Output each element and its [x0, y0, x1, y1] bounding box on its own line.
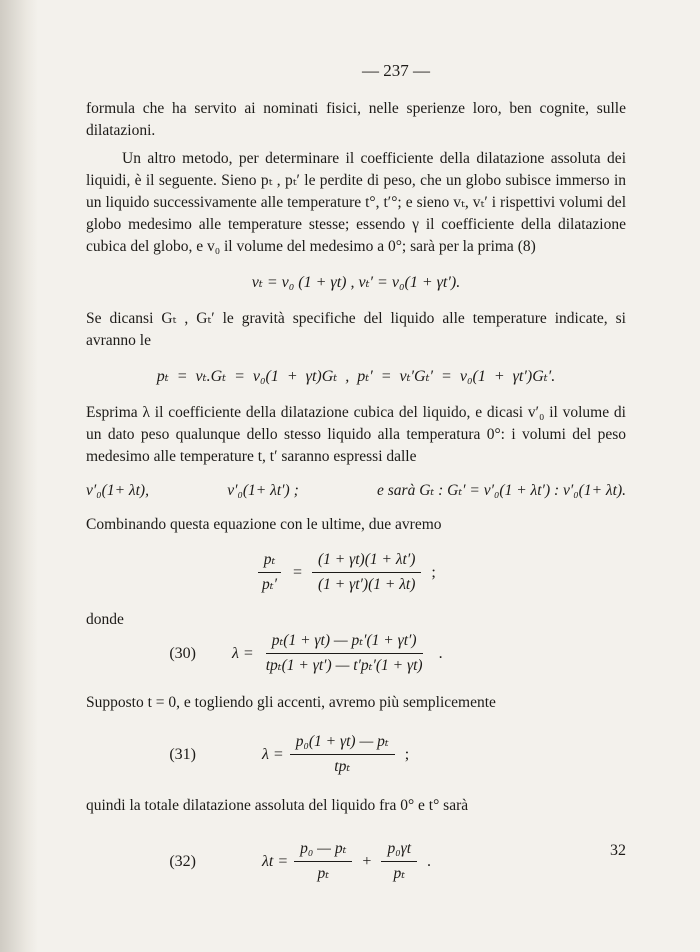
equation-weights: pₜ = vₜ.Gₜ = v₀(1 + γt)Gₜ , pₜ′ = vₜ′Gₜ′ = v₀(1 + γt′)Gₜ′. [156, 368, 556, 385]
page-number: 32 [610, 842, 626, 859]
equation-tail: ; [404, 745, 410, 763]
ratio-rhs [312, 550, 421, 595]
eq-part-a: v′₀(1+ λt), [86, 482, 149, 499]
fraction-numerator: p₀γt [381, 839, 417, 862]
equation-lhs: λt = [262, 852, 289, 870]
equation-number: (32) [169, 852, 196, 870]
book-page [86, 60, 626, 898]
eq-part-c: e sarà Gₜ : Gₜ′ = v′₀(1 + λt′) : v′₀(1+ λt). [377, 482, 626, 499]
equation-lhs: λ = [232, 644, 254, 662]
equation-number: (30) [169, 644, 196, 662]
paragraph-2: Un altro metodo, per determinare il coefficiente della dilatazione assoluta dei liquidi, è il seguente. Sieno pₜ , pₜ′ le perdite di peso, che un globo subisce immerso in un liquido successivamente alle temperature t°, t′°; e sieno vₜ, vₜ′ i rispettivi volumi del globo medesimo alle temperature stesse; essendo γ il coefficiente della dilatazione cubica del globo, e v₀ il volume del medesimo a 0°; sarà per la prima (8) [86, 150, 626, 255]
fraction-denominator: tpₜ [334, 758, 351, 775]
book-gutter [0, 0, 38, 952]
equation-number: (31) [169, 745, 196, 763]
equation-fraction-2 [381, 839, 417, 884]
equation-fraction-1 [294, 839, 352, 884]
ratio-lhs-den: pₜ′ [262, 576, 277, 593]
paragraph-5: Combinando questa equazione con le ultime, due avremo [86, 516, 442, 533]
page-header: — 237 — [362, 61, 430, 80]
fraction-numerator: pₜ(1 + γt) — pₜ′(1 + γt′) [266, 631, 423, 654]
ratio-rhs-num: (1 + γt)(1 + λt′) [312, 550, 421, 573]
equation-liquid-volumes [86, 480, 626, 502]
paragraph-1: formula che ha servito ai nominati fisici, nelle sperienze loro, ben cognite, sulle dilatazioni. [86, 100, 626, 139]
paragraph-7: quindi la totale dilatazione assoluta del liquido fra 0° e t° sarà [86, 797, 469, 814]
donde-label: donde [86, 611, 124, 628]
eq-part-b: v′₀(1+ λt′) ; [227, 482, 299, 499]
ratio-lhs-num: pₜ [258, 550, 282, 573]
equation-lhs: λ = [262, 745, 284, 763]
paragraph-6: Supposto t = 0, e togliendo gli accenti, avremo più semplicemente [86, 694, 496, 711]
fraction-denominator: pₜ [317, 865, 330, 882]
equation-31 [86, 732, 626, 777]
paragraph-3: Se dicansi Gₜ , Gₜ′ le gravità specifiche del liquido alle temperature indicate, si avranno le [86, 310, 626, 349]
fraction-denominator: pₜ [393, 865, 406, 882]
plus-sign: + [362, 852, 372, 870]
equals-sign: = [292, 563, 302, 581]
fraction-numerator: p₀ — pₜ [294, 839, 352, 862]
equation-32 [86, 839, 626, 884]
equation-tail: . [427, 852, 432, 870]
equation-30 [86, 631, 626, 676]
equation-volumes: vₜ = v₀ (1 + γt) , vₜ′ = v₀(1 + γt′). [251, 274, 461, 291]
equation-fraction [290, 732, 395, 777]
fraction-denominator: tpₜ(1 + γt′) — t′pₜ′(1 + γt) [265, 657, 423, 674]
ratio-rhs-den: (1 + γt′)(1 + λt) [318, 576, 416, 593]
paragraph-4: Esprima λ il coefficiente della dilatazione cubica del liquido, e dicasi v′₀ il volume di un dato peso qualunque dello stesso liquido alla temperatura 0°: i volumi del peso medesimo alle temperature t, t′ saranno espressi dalle [86, 404, 626, 465]
fraction-numerator: p₀(1 + γt) — pₜ [290, 732, 395, 755]
equation-ratio [86, 550, 626, 595]
ratio-tail: ; [431, 563, 436, 581]
equation-tail: . [438, 644, 443, 662]
ratio-lhs [256, 550, 283, 595]
equation-fraction [260, 631, 429, 676]
